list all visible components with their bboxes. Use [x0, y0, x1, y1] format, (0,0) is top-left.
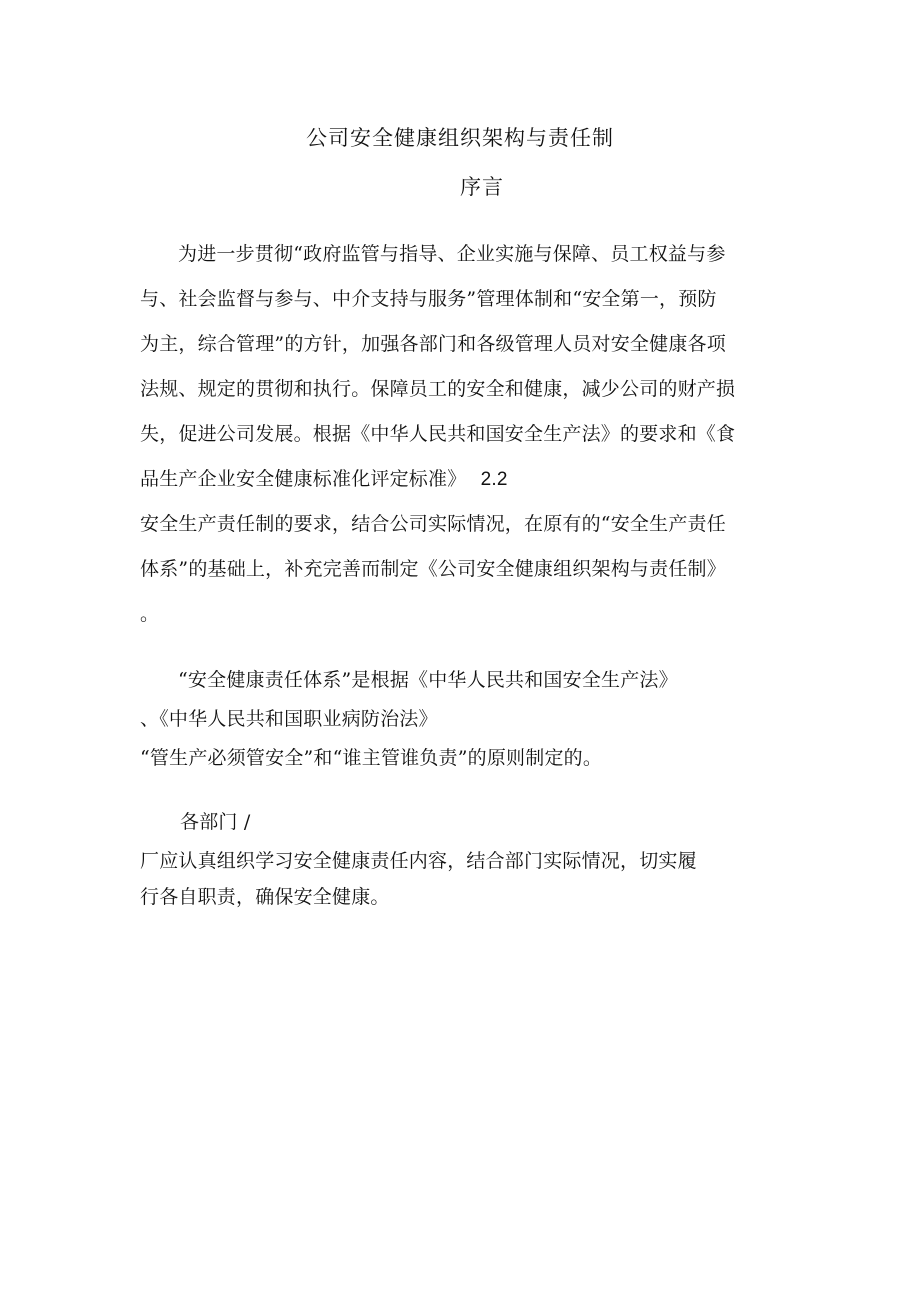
para1-line-2: 与、社会监督与参与、中介支持与服务”管理体制和“安全第一，预防	[140, 288, 717, 310]
para1-line-7: 安全生产责任制的要求，结合公司实际情况，在原有的“安全生产责任	[140, 513, 726, 535]
para2-line-2: 、《中华人民共和国职业病防治法》	[140, 708, 438, 730]
para3-line-3: 行各自职责，确保安全健康。	[140, 886, 390, 908]
document-title: 公司安全健康组织架构与责任制	[306, 126, 614, 150]
para1-line-8: 体系”的基础上，补充完善而制定《公司安全健康组织架构与责任制》	[140, 558, 726, 580]
para1-section-number: 2.2	[480, 469, 508, 490]
para3-line-2: 厂应认真组织学习安全健康责任内容，结合部门实际情况，切实履	[140, 850, 697, 872]
para1-line-5: 失，促进公司发展。根据《中华人民共和国安全生产法》的要求和《食	[140, 423, 736, 445]
para1-line-9: 。	[140, 603, 160, 625]
para1-line-4: 法规、规定的贯彻和执行。保障员工的安全和健康，减少公司的财产损	[140, 378, 736, 400]
para1-line-6	[140, 465, 508, 494]
para3-line-1: 各部门 /	[180, 811, 251, 833]
document-subtitle: 序言	[460, 175, 504, 199]
para2-line-3: “管生产必须管安全”和“谁主管谁负责”的原则制定的。	[140, 747, 603, 769]
para1-line-3: 为主，综合管理”的方针，加强各部门和各级管理人员对安全健康各项	[140, 333, 726, 355]
para1-line-1: 为进一步贯彻“政府监管与指导、企业实施与保障、员工权益与参	[178, 243, 726, 265]
para1-line-6-text: 品生产企业安全健康标准化评定标准》	[140, 468, 467, 490]
para2-line-1: “安全健康责任体系”是根据《中华人民共和国安全生产法》	[178, 669, 678, 691]
